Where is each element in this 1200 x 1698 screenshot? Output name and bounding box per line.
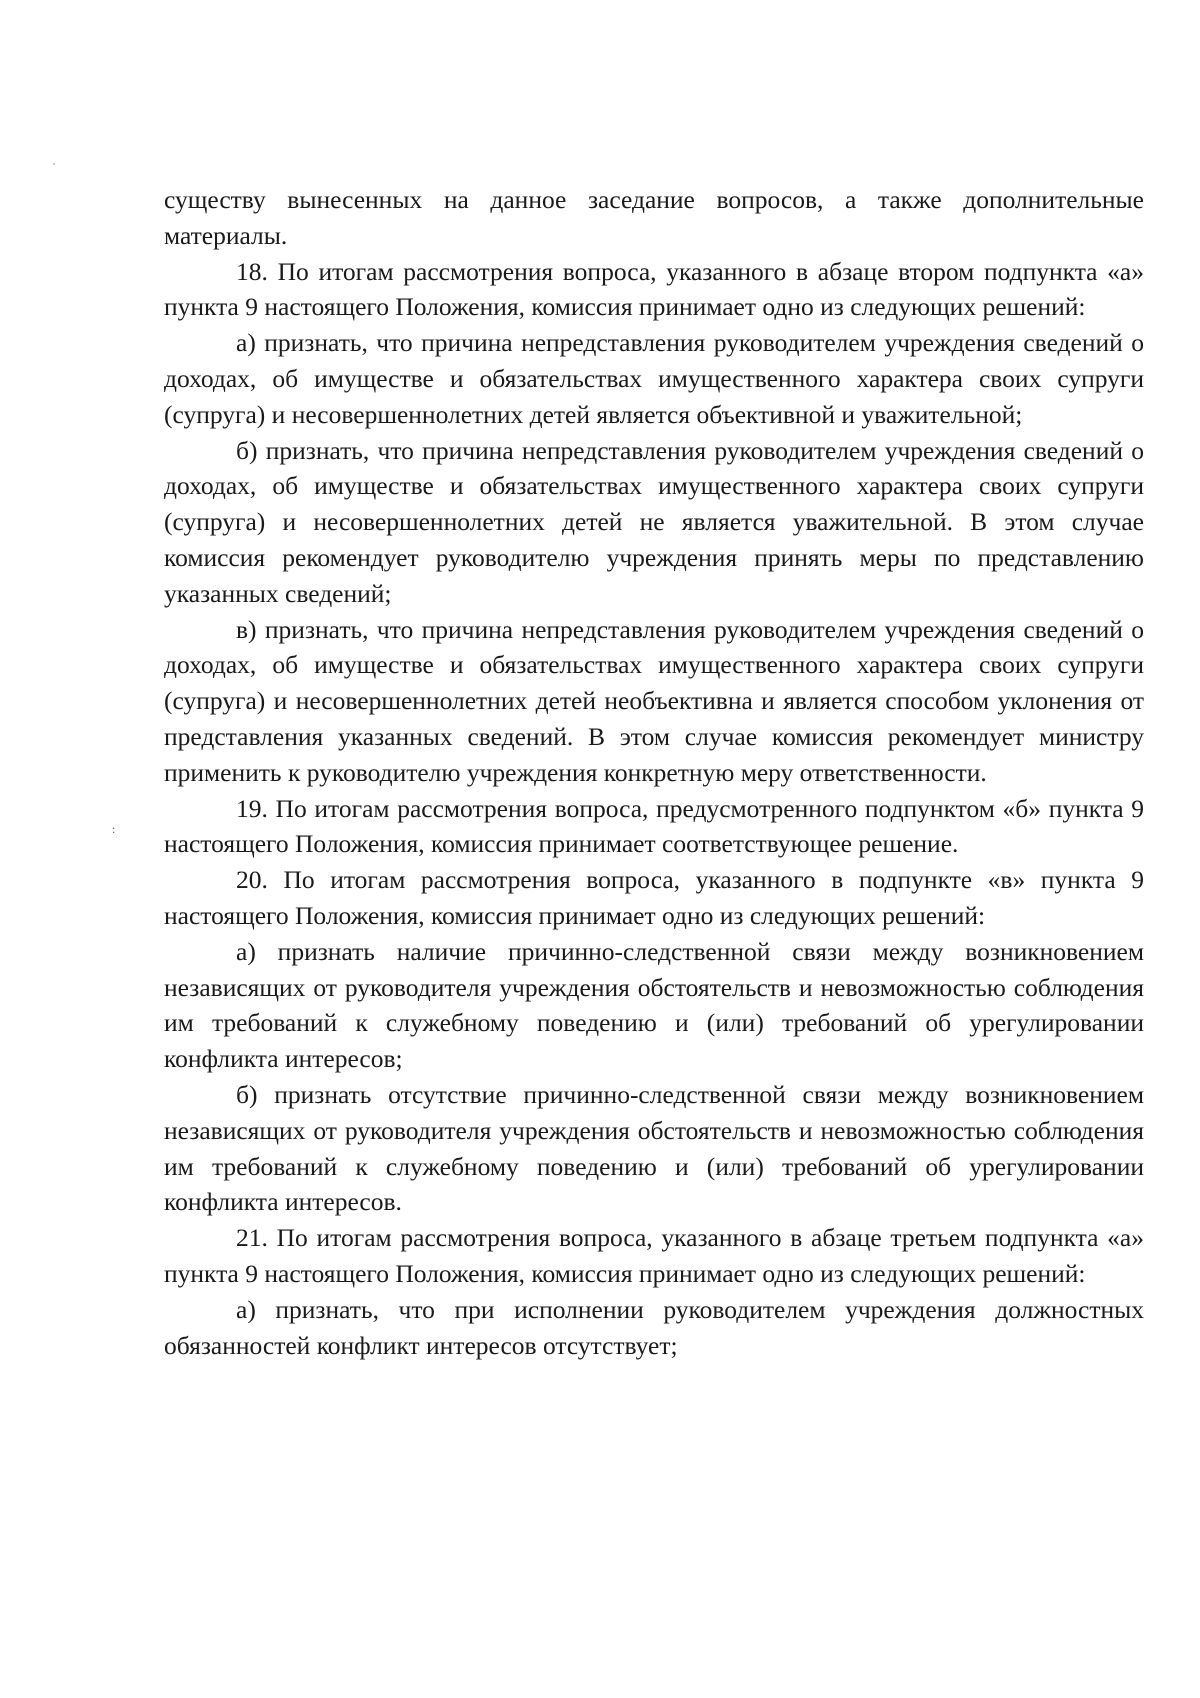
paragraph-item-19: 19. По итогам рассмотрения вопроса, предусмотренного подпунктом «б» пункта 9 настоящего Положения, комиссия принимает соответствующее решение.	[164, 793, 1144, 859]
paragraph-item-20-b: б) признать отсутствие причинно-следственной связи между возникновением независящих от руководителя учреждения обстоятельств и невозможностью соблюдения им требований к служебному поведению и (или) требований об урегулировании конфликта интересов.	[164, 1079, 1144, 1217]
paragraph-item-21: 21. По итогам рассмотрения вопроса, указанного в абзаце третьем подпункта «а» пункта 9 настоящего Положения, комиссия принимает одно из следующих решений:	[164, 1223, 1144, 1288]
paragraph-item-20: 20. По итогам рассмотрения вопроса, указанного в подпункте «в» пункта 9 настоящего Положения, комиссия принимает одно из следующих решений:	[164, 865, 1144, 930]
paragraph-item-18-a: а) признать, что причина непредставления руководителем учреждения сведений о доходах, об имуществе и обязательствах имущественного характера своих супруги (супруга) и несовершеннолетних детей является объективной и уважительной;	[164, 328, 1144, 429]
scan-speck: ˙	[52, 160, 56, 174]
scan-speck: :	[112, 822, 116, 836]
paragraph-item-18-v: в) признать, что причина непредставления руководителем учреждения сведений о доходах, об имуществе и обязательствах имущественного характера своих супруги (супруга) и несовершеннолетних детей необъективна и является способом уклонения от представления указанных сведений. В этом случае комиссия рекомендует министру применить к руководителю учреждения конкретную меру ответственности.	[164, 614, 1144, 787]
paragraph-item-20-a: а) признать наличие причинно-следственной связи между возникновением независящих от руководителя учреждения обстоятельств и невозможностью соблюдения им требований к служебному поведению и (или) требований об урегулировании конфликта интересов;	[164, 936, 1144, 1074]
paragraph-item-21-a: а) признать, что при исполнении руководителем учреждения должностных обязанностей конфликт интересов отсутствует;	[164, 1294, 1144, 1360]
paragraph-continuation: существу вынесенных на данное заседание вопросов, а также дополнительные материалы.	[164, 185, 1144, 250]
document-body	[164, 182, 1144, 1363]
paragraph-item-18: 18. По итогам рассмотрения вопроса, указанного в абзаце втором подпункта «а» пункта 9 настоящего Положения, комиссия принимает одно из следующих решений:	[164, 256, 1144, 322]
paragraph-item-18-b: б) признать, что причина непредставления руководителем учреждения сведений о доходах, об имуществе и обязательствах имущественного характера своих супруги (супруга) и несовершеннолетних детей не является уважительной. В этом случае комиссия рекомендует руководителю учреждения принять меры по представлению указанных сведений;	[164, 435, 1144, 608]
